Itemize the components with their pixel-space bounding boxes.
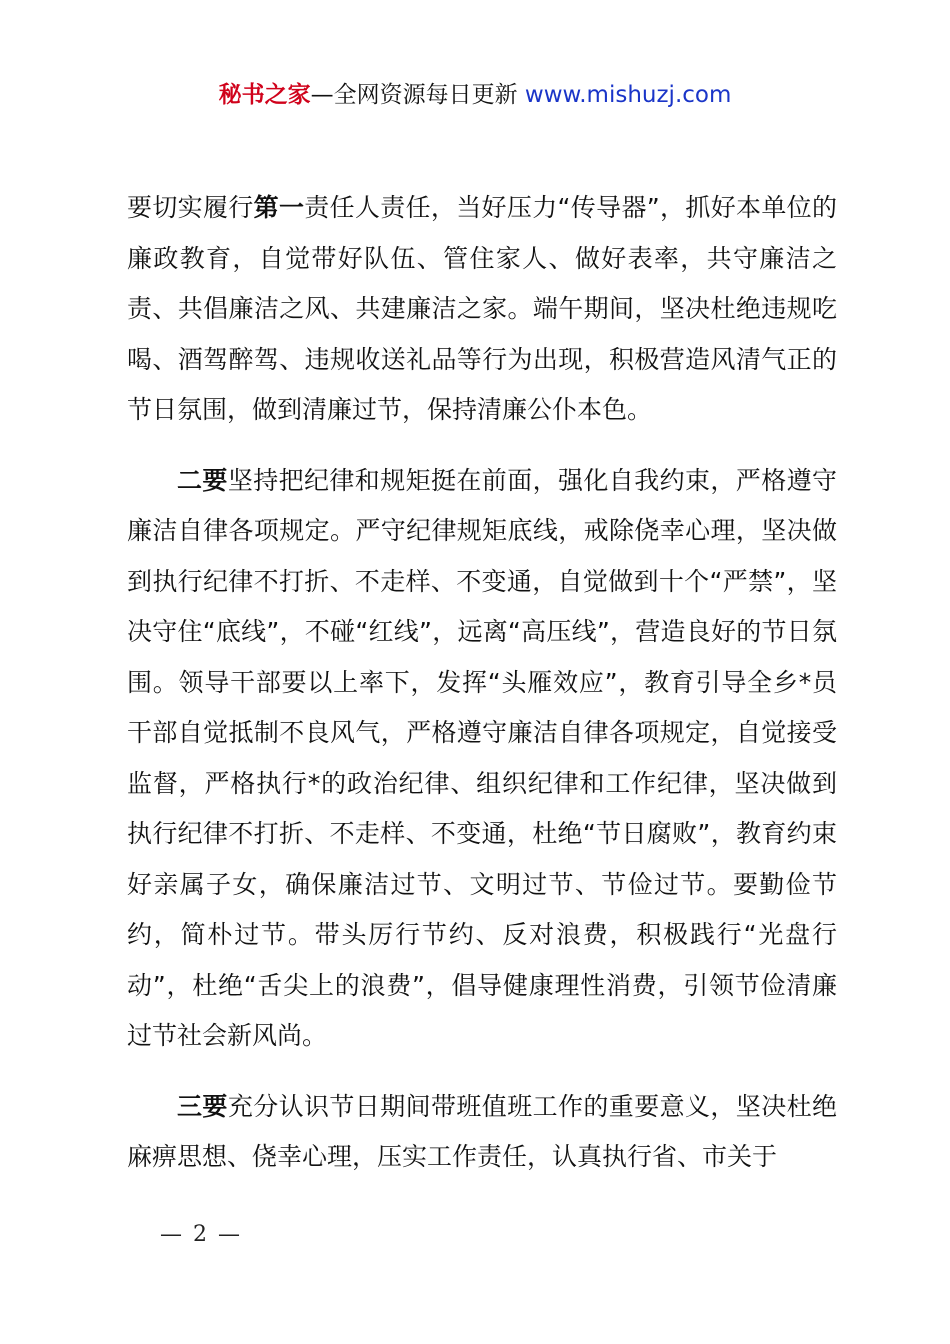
paragraph-1-bold: 第一 (253, 193, 305, 222)
paragraph-3-text: 充分认识节日期间带班值班工作的重要意义，坚决杜绝麻痹思想、侥幸心理，压实工作责任，认真执行省、市关于 (127, 1091, 837, 1171)
paragraph-3-heading: 三要 (177, 1091, 228, 1121)
paragraph-2-text: 坚持把纪律和规矩挺在前面，强化自我约束，严格遵守廉洁自律各项规定。严守纪律规矩底线，戒除侥幸心理，坚决做到执行纪律不打折、不走样、不变通，自觉做到十个“严禁”，坚决守住“底线”，不碰“红线”，远离“高压线”，营造良好的节日氛围。领导干部要以上率下，发挥“头雁效应”，教育引导全乡*员干部自觉抵制不良风气，严格遵守廉洁自律各项规定，自觉接受监督，严格执行*的政治纪律、组织纪律和工作纪律，坚决做到执行纪律不打折、不走样、不变通，杜绝“节日腐败”，教育约束好亲属子女，确保廉洁过节、文明过节、节俭过节。要勤俭节约，简朴过节。带头厉行节约、反对浪费，积极践行“光盘行动”，杜绝“舌尖上的浪费”，倡导健康理性消费，引领节俭清廉过节社会新风尚。 (127, 465, 837, 1050)
website-link[interactable]: www.mishuzj.com (524, 82, 732, 108)
paragraph-1-lead: 要切实履行 (127, 193, 254, 222)
paragraph-2-heading: 二要 (177, 465, 228, 495)
page-number: — 2 — (160, 1222, 242, 1247)
brand-name: 秘书之家 (218, 82, 311, 108)
header-tagline: —全网资源每日更新 (310, 82, 525, 108)
paragraph-1 (127, 183, 837, 436)
paragraph-2 (127, 456, 837, 1062)
page-header (0, 78, 950, 112)
paragraph-1-text: 责任人责任，当好压力“传导器”，抓好本单位的廉政教育，自觉带好队伍、管住家人、做好表率，共守廉洁之责、共倡廉洁之风、共建廉洁之家。端午期间，坚决杜绝违规吃喝、酒驾醉驾、违规收送礼品等行为出现，积极营造风清气正的节日氛围，做到清廉过节，保持清廉公仆本色。 (127, 193, 837, 424)
paragraph-3 (127, 1082, 837, 1183)
document-body (127, 183, 837, 1183)
